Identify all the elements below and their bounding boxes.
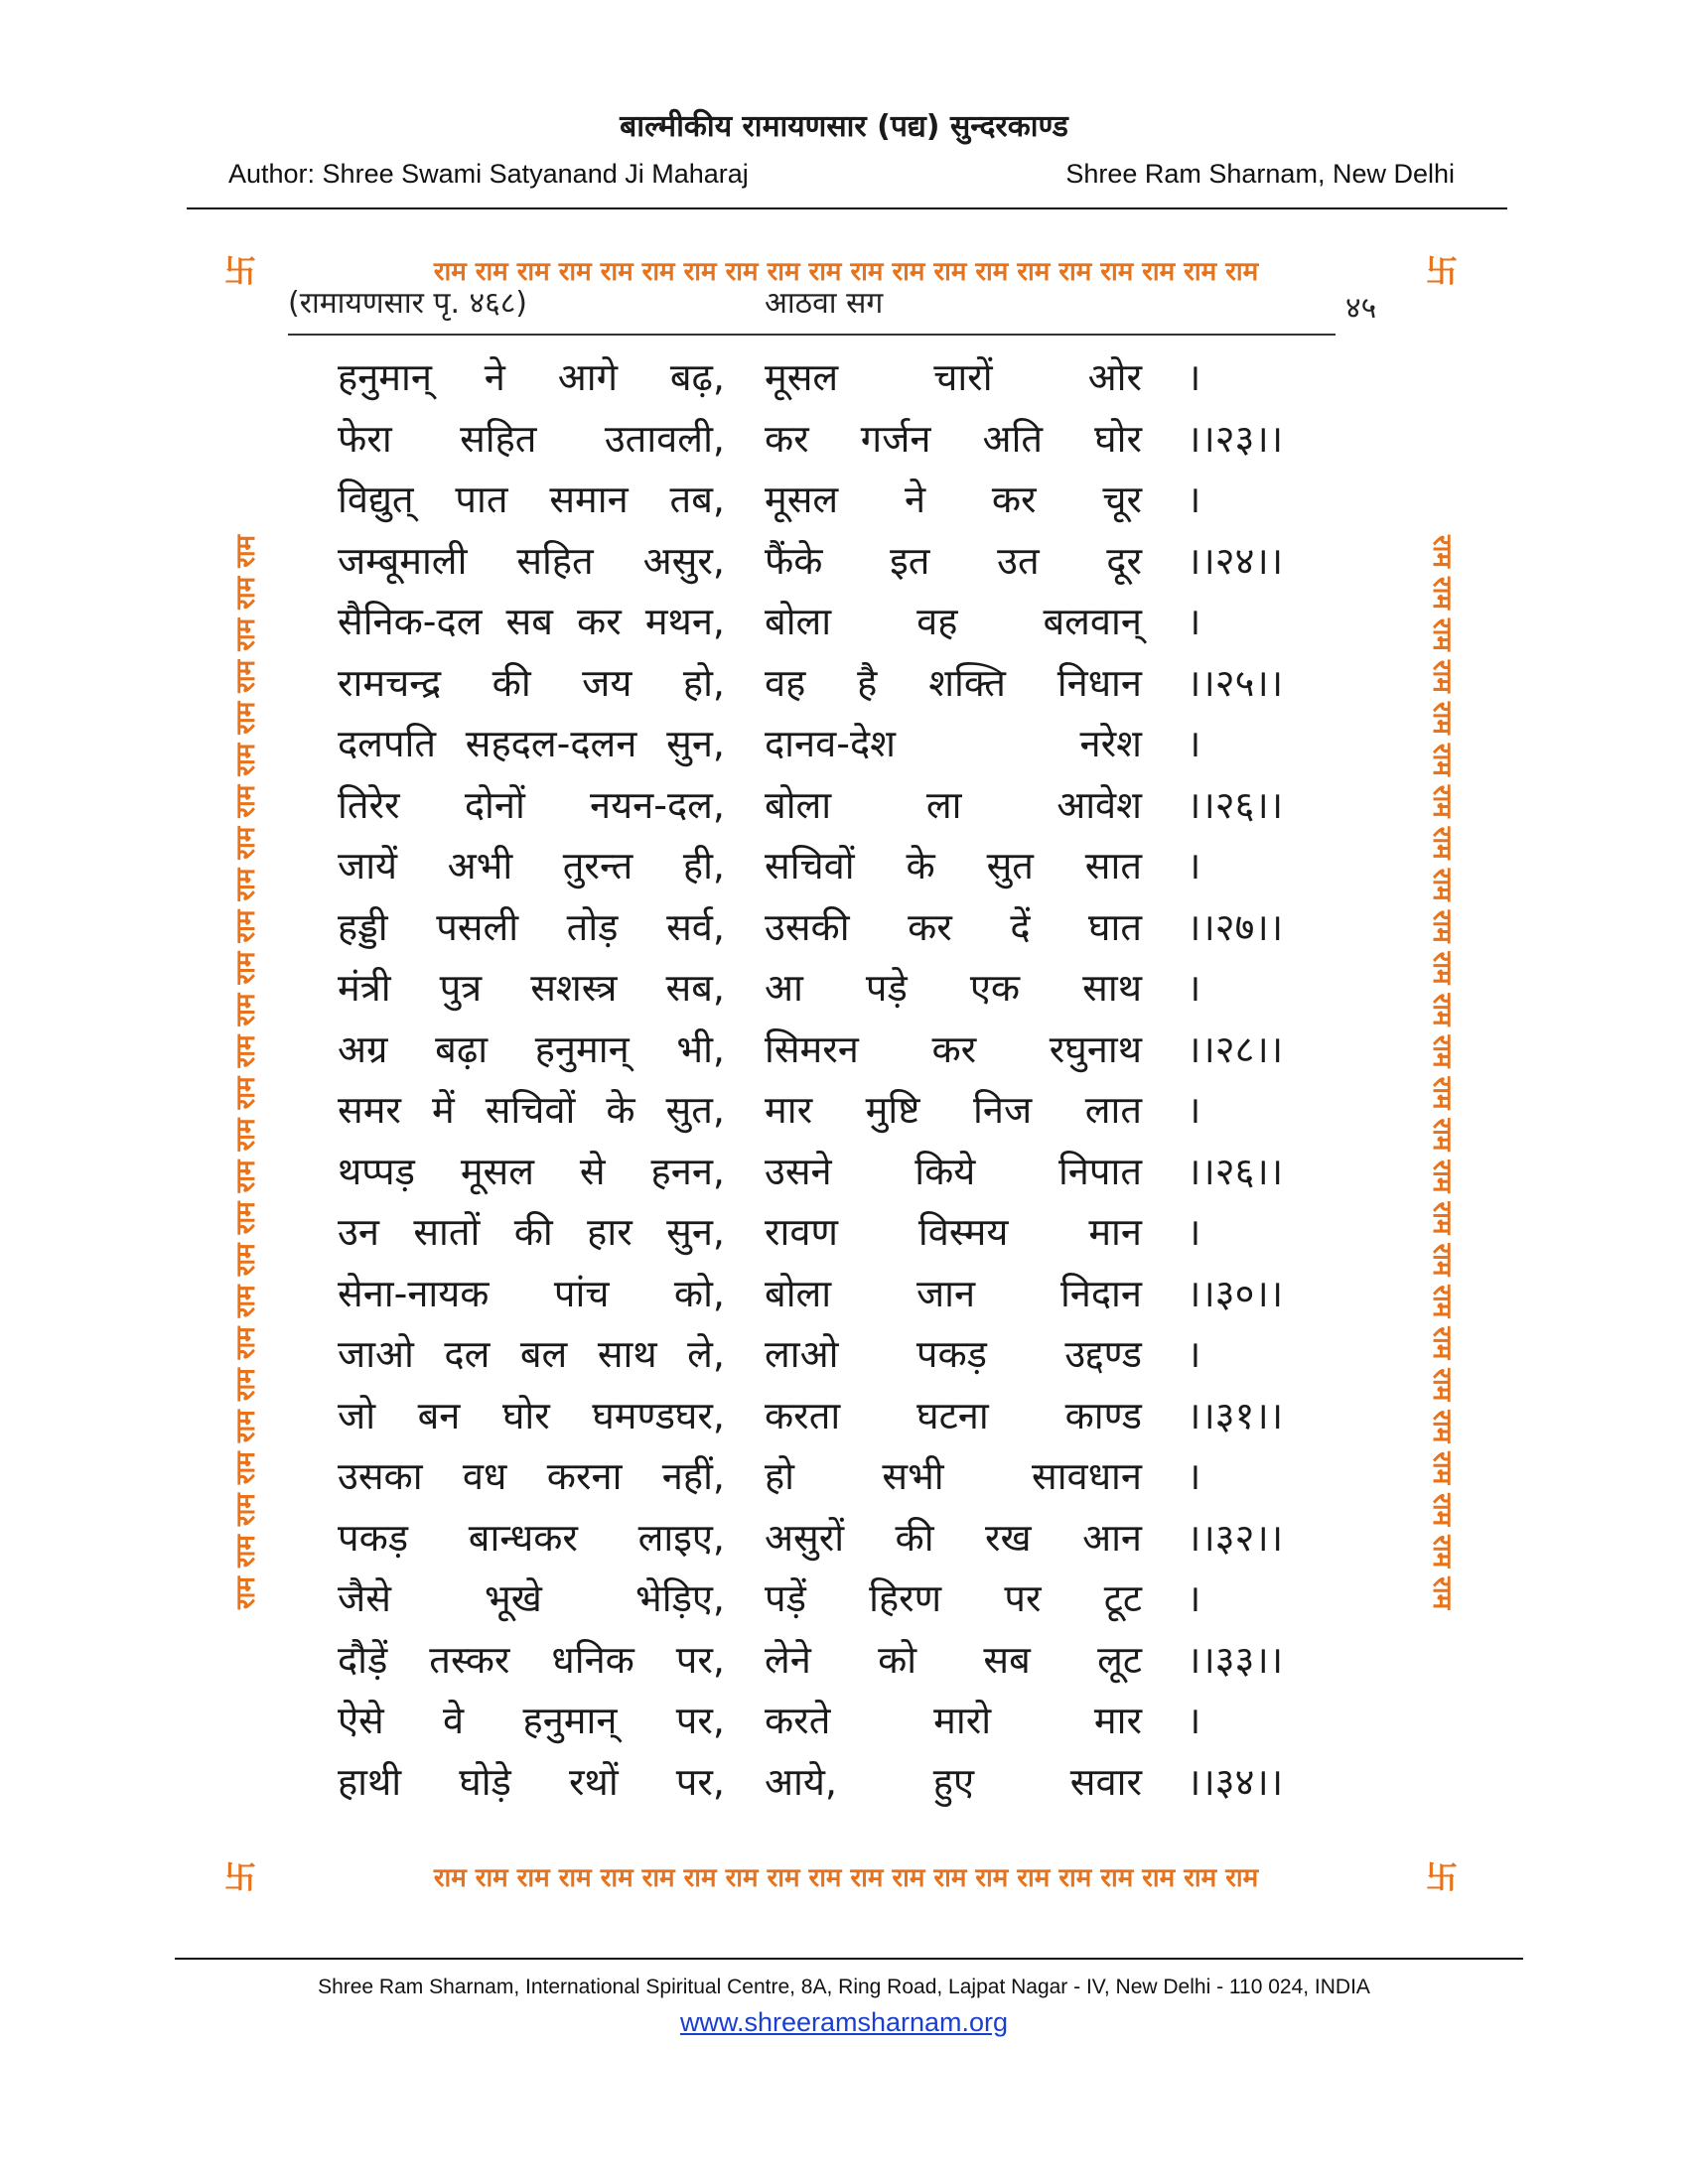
ram-border-left: राम राम राम राम राम राम राम राम राम राम राम राम राम राम राम राम राम राम राम राम राम राम राम राम राम राम (231, 534, 261, 1610)
verse-second-half: लाओ पकड़ उद्दण्ड (765, 1332, 1142, 1376)
verse-line (338, 1508, 1350, 1570)
footer-divider (175, 1958, 1523, 1960)
verse-number: ।।२६।। (1187, 782, 1284, 827)
verse-line (338, 1630, 1350, 1692)
verse-first-half: थप्पड़ मूसल से हनन, (338, 1149, 725, 1193)
swastika-corner-icon: 卐 (224, 1858, 257, 1896)
verse-second-half: आये, हुए सवार (765, 1759, 1142, 1804)
verse-line (338, 347, 1350, 409)
verse-number: । (1187, 478, 1201, 521)
verse-first-half: विद्युत् पात समान तब, (338, 478, 725, 521)
verse-second-half: मूसल चारों ओर (765, 355, 1142, 399)
verse-second-half: सिमरन कर रघुनाथ (765, 1026, 1142, 1071)
chapter-divider (288, 334, 1336, 336)
verse-line (338, 470, 1350, 531)
verse-line (338, 775, 1350, 837)
verse-number: । (1187, 1210, 1201, 1254)
verse-first-half: हड्डी पसली तोड़ सर्व, (338, 904, 725, 949)
verse-second-half: मूसल ने कर चूर (765, 478, 1142, 521)
verse-second-half: उसने किये निपात (765, 1149, 1142, 1193)
footer-address: Shree Ram Sharnam, International Spiritual Centre, 8A, Ring Road, Lajpat Nagar - IV, New Delhi - 110 024, INDIA (318, 1976, 1370, 1998)
verse-first-half: तिरेर दोनों नयन-दल, (338, 782, 725, 827)
verse-line (338, 1569, 1350, 1630)
document-title: बाल्मीकीय रामायणसार (पद्य) सुन्दरकाण्ड (620, 109, 1068, 144)
verse-first-half: जम्बूमाली सहित असुर, (338, 538, 725, 583)
verse-line (338, 1080, 1350, 1142)
verse-line (338, 1142, 1350, 1203)
ram-border-bottom: राम राम राम राम राम राम राम राम राम राम राम राम राम राम राम राम राम राम राम राम (433, 1863, 1259, 1893)
verse-second-half: बोला वह बलवान् (765, 600, 1142, 643)
verse-number: । (1187, 1576, 1201, 1620)
verse-first-half: हाथी घोड़े रथों पर, (338, 1759, 725, 1804)
verse-line (338, 653, 1350, 715)
verse-first-half: दलपति सहदल-दलन सुन, (338, 722, 725, 765)
verse-number: ।।३३।। (1187, 1637, 1284, 1682)
verse-first-half: मंत्री पुत्र सशस्त्र सब, (338, 966, 725, 1010)
verse-number: ।।३२।। (1187, 1515, 1284, 1560)
verse-second-half: मार मुष्टि निज लात (765, 1088, 1142, 1132)
verse-number: ।।३१।। (1187, 1393, 1284, 1437)
verse-first-half: पकड़ बान्धकर लाइए, (338, 1515, 725, 1560)
verse-second-half: करता घटना काण्ड (765, 1393, 1142, 1437)
verse-second-half: असुरों की रख आन (765, 1515, 1142, 1560)
verse-number: ।।२६।। (1187, 1149, 1284, 1193)
verse-second-half: लेने को सब लूट (765, 1637, 1142, 1682)
verse-number: ।।२५।। (1187, 660, 1284, 705)
verse-first-half: हनुमान् ने आगे बढ़, (338, 355, 725, 399)
verse-number: । (1187, 1088, 1201, 1132)
verse-number: ।।३०।। (1187, 1271, 1284, 1315)
ram-border-top: राम राम राम राम राम राम राम राम राम राम राम राम राम राम राम राम राम राम राम राम (433, 257, 1259, 287)
ram-border-right: राम राम राम राम राम राम राम राम राम राम राम राम राम राम राम राम राम राम राम राम राम राम राम राम राम राम (1427, 534, 1457, 1610)
swastika-corner-icon: 卐 (224, 252, 257, 290)
verse-number: ।।२७।। (1187, 904, 1284, 949)
verse-list (338, 347, 1350, 1813)
verse-second-half: उसकी कर दें घात (765, 904, 1142, 949)
verse-line (338, 714, 1350, 775)
verse-first-half: समर में सचिवों के सुत, (338, 1088, 725, 1132)
verse-first-half: उसका वध करना नहीं, (338, 1454, 725, 1498)
verse-number: । (1187, 844, 1201, 887)
verse-second-half: करते मारो मार (765, 1699, 1142, 1742)
org-line: Shree Ram Sharnam, New Delhi (1065, 159, 1455, 189)
verse-number: । (1187, 1332, 1201, 1376)
verse-line (338, 1691, 1350, 1752)
verse-line (338, 1446, 1350, 1508)
verse-line (338, 836, 1350, 897)
swastika-corner-icon: 卐 (1426, 252, 1459, 290)
verse-number: ।।२३।। (1187, 416, 1284, 461)
verse-line (338, 409, 1350, 471)
verse-second-half: बोला ला आवेश (765, 782, 1142, 827)
verse-number: ।।२४।। (1187, 538, 1284, 583)
verse-first-half: जायें अभी तुरन्त ही, (338, 844, 725, 887)
verse-first-half: सैनिक-दल सब कर मथन, (338, 600, 725, 643)
verse-first-half: ऐसे वे हनुमान् पर, (338, 1699, 725, 1742)
verse-second-half: हो सभी सावधान (765, 1454, 1142, 1498)
swastika-corner-icon: 卐 (1426, 1858, 1459, 1896)
verse-line (338, 1324, 1350, 1386)
header-divider (187, 207, 1507, 209)
verse-line (338, 1752, 1350, 1814)
verse-second-half: कर गर्जन अति घोर (765, 416, 1142, 461)
verse-number: । (1187, 966, 1201, 1010)
verse-first-half: दौड़ें तस्कर धनिक पर, (338, 1637, 725, 1682)
verse-line (338, 531, 1350, 593)
verse-number: । (1187, 600, 1201, 643)
verse-line (338, 1386, 1350, 1447)
author-line: Author: Shree Swami Satyanand Ji Maharaj (228, 159, 749, 189)
website-link[interactable]: www.shreeramsharnam.org (679, 2007, 1009, 2037)
verse-first-half: रामचन्द्र की जय हो, (338, 660, 725, 705)
verse-second-half: वह है शक्ति निधान (765, 660, 1142, 705)
verse-first-half: सेना-नायक पांच को, (338, 1271, 725, 1315)
verse-line (338, 1020, 1350, 1081)
verse-line (338, 1264, 1350, 1325)
page-number: ४५ (1345, 291, 1377, 326)
verse-second-half: दानव-देश नरेश (765, 722, 1142, 765)
verse-first-half: जैसे भूखे भेड़िए, (338, 1576, 725, 1620)
verse-second-half: पड़ें हिरण पर टूट (765, 1576, 1142, 1620)
verse-first-half: जो बन घोर घमण्डघर, (338, 1393, 725, 1437)
verse-number: ।।२८।। (1187, 1026, 1284, 1071)
verse-line (338, 592, 1350, 653)
verse-second-half: आ पड़े एक साथ (765, 966, 1142, 1010)
verse-first-half: जाओ दल बल साथ ले, (338, 1332, 725, 1376)
verse-number: । (1187, 722, 1201, 765)
verse-number: । (1187, 1454, 1201, 1498)
verse-second-half: बोला जान निदान (765, 1271, 1142, 1315)
verse-line (338, 958, 1350, 1020)
verse-second-half: सचिवों के सुत सात (765, 844, 1142, 887)
chapter-heading: आठवा सग (765, 286, 884, 321)
verse-line (338, 1202, 1350, 1264)
verse-line (338, 897, 1350, 959)
verse-second-half: रावण विस्मय मान (765, 1210, 1142, 1254)
verse-first-half: फेरा सहित उतावली, (338, 416, 725, 461)
page-reference: (रामायणसार पृ. ४६८) (288, 286, 528, 321)
verse-second-half: फैंके इत उत दूर (765, 538, 1142, 583)
verse-number: ।।३४।। (1187, 1759, 1284, 1804)
verse-first-half: उन सातों की हार सुन, (338, 1210, 725, 1254)
verse-number: । (1187, 1699, 1201, 1742)
verse-number: । (1187, 355, 1201, 399)
verse-first-half: अग्र बढ़ा हनुमान् भी, (338, 1026, 725, 1071)
